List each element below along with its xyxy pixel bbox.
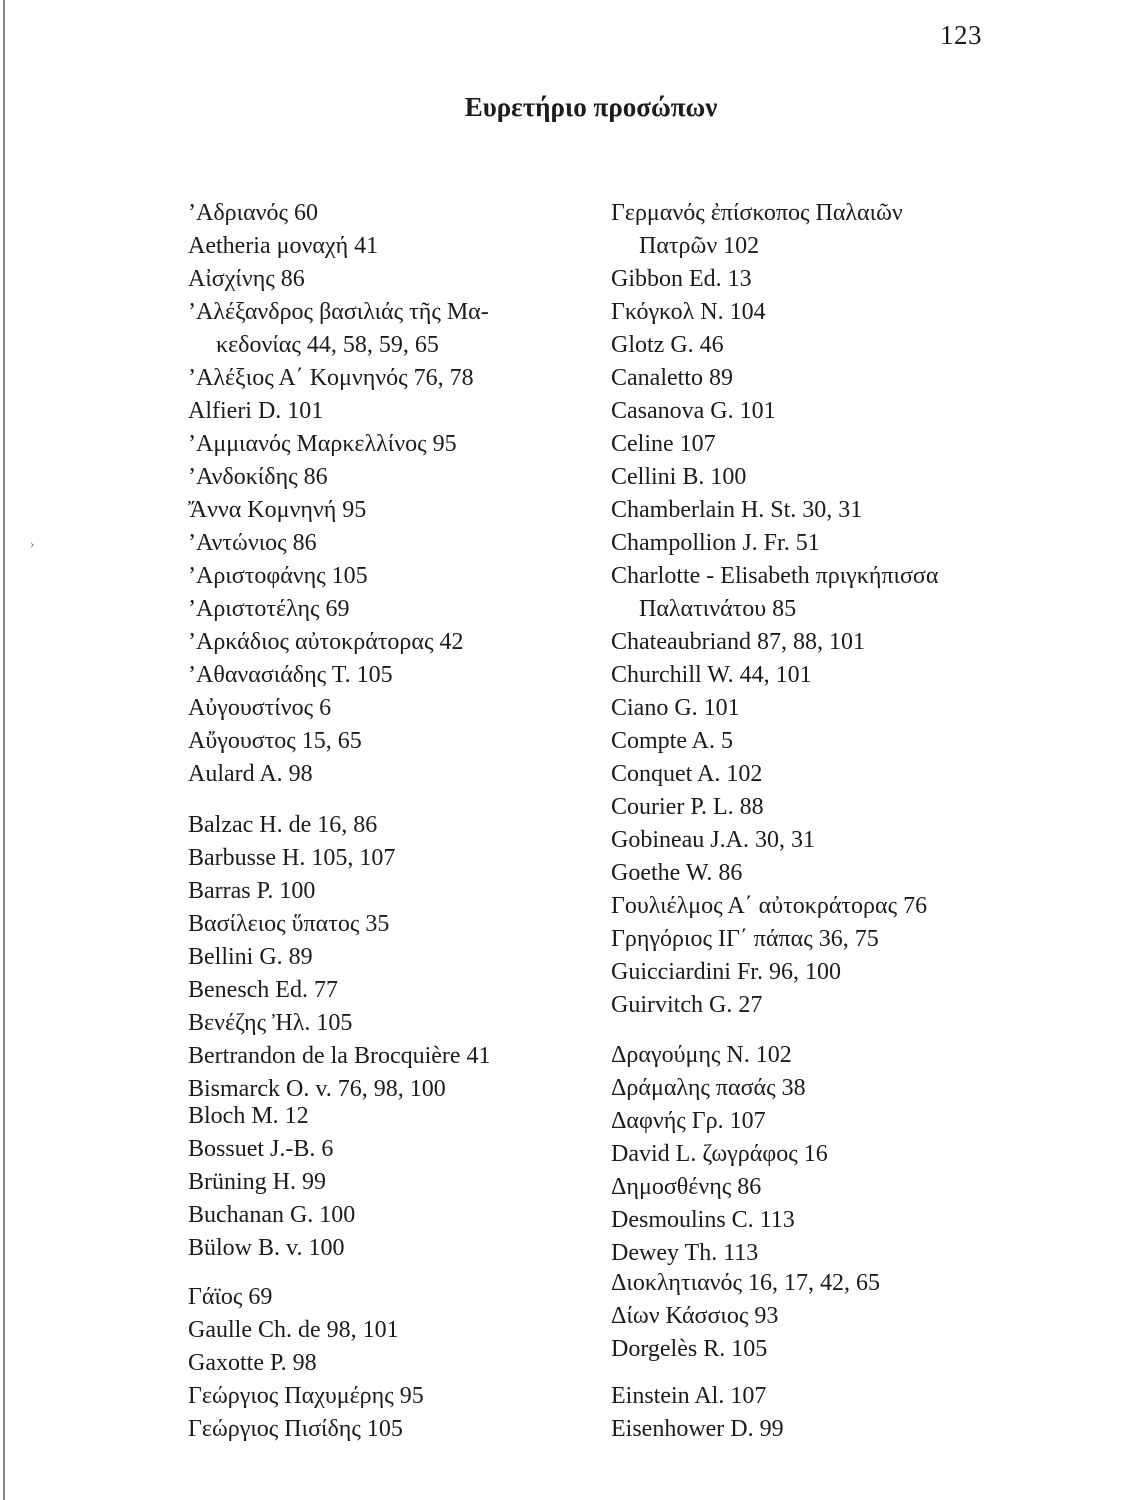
index-entry: Gobineau J.A. 30, 31 bbox=[611, 827, 815, 853]
index-entry: ’Αδριανός 60 bbox=[188, 200, 318, 226]
index-entry: Glotz G. 46 bbox=[611, 332, 724, 358]
index-entry: ’Αριστοτέλης 69 bbox=[188, 596, 350, 622]
index-entry: Δημοσθένης 86 bbox=[611, 1174, 762, 1200]
index-entry-continuation: κεδονίας 44, 58, 59, 65 bbox=[216, 332, 439, 358]
index-entry: Aetheria μοναχή 41 bbox=[188, 233, 379, 259]
index-entry: Alfieri D. 101 bbox=[188, 398, 324, 424]
index-entry: Churchill W. 44, 101 bbox=[611, 662, 812, 688]
margin-mark: › bbox=[30, 536, 35, 551]
index-entry: ’Αμμιανός Μαρκελλίνος 95 bbox=[188, 431, 457, 457]
index-entry: Δαφνής Γρ. 107 bbox=[611, 1108, 766, 1134]
index-entry: ’Αριστοφάνης 105 bbox=[188, 563, 368, 589]
index-entry: Gibbon Ed. 13 bbox=[611, 266, 752, 292]
index-entry: Αὔγουστος 15, 65 bbox=[188, 728, 362, 754]
index-entry: Chateaubriand 87, 88, 101 bbox=[611, 629, 865, 655]
index-entry: ’Ανδοκίδης 86 bbox=[188, 464, 328, 490]
index-entry: Compte A. 5 bbox=[611, 728, 734, 754]
index-entry: ’Αντώνιος 86 bbox=[188, 530, 317, 556]
index-entry: Courier P. L. 88 bbox=[611, 794, 764, 820]
index-entry: Δραγούμης Ν. 102 bbox=[611, 1042, 792, 1068]
index-entry: Gaxotte P. 98 bbox=[188, 1350, 317, 1376]
index-entry: Διοκλητιανός 16, 17, 42, 65 bbox=[611, 1270, 880, 1296]
index-entry: Γρηγόριος ΙΓ΄ πάπας 36, 75 bbox=[611, 926, 879, 952]
index-entry: Balzac H. de 16, 86 bbox=[188, 812, 378, 838]
index-entry: Γεώργιος Παχυμέρης 95 bbox=[188, 1383, 424, 1409]
index-entry-continuation: Παλατινάτου 85 bbox=[639, 596, 797, 622]
index-entry: Βενέζης Ἠλ. 105 bbox=[188, 1010, 353, 1036]
index-entry: Bertrandon de la Brocquière 41 bbox=[188, 1043, 491, 1069]
index-entry: Guirvitch G. 27 bbox=[611, 992, 763, 1018]
index-entry: Bloch M. 12 bbox=[188, 1103, 309, 1129]
index-entry: ’Αθανασιάδης Τ. 105 bbox=[188, 662, 393, 688]
index-entry: Γουλιέλμος Α΄ αὐτοκράτορας 76 bbox=[611, 893, 928, 919]
index-entry: Γκόγκολ Ν. 104 bbox=[611, 299, 766, 325]
index-entry: Bismarck O. v. 76, 98, 100 bbox=[188, 1076, 446, 1102]
index-entry: Δίων Κάσσιος 93 bbox=[611, 1303, 779, 1329]
index-entry: Βασίλειος ὕπατος 35 bbox=[188, 911, 390, 937]
index-entry: Αἰσχίνης 86 bbox=[188, 266, 305, 292]
index-entry: ’Αλέξιος Α΄ Κομνηνός 76, 78 bbox=[188, 365, 474, 391]
page-number: 123 bbox=[940, 20, 982, 50]
index-entry: Aulard A. 98 bbox=[188, 761, 313, 787]
index-entry: Cellini B. 100 bbox=[611, 464, 747, 490]
index-entry: Benesch Ed. 77 bbox=[188, 977, 338, 1003]
index-entry: Γερμανός ἐπίσκοπος Παλαιῶν bbox=[611, 200, 903, 226]
index-entry: Casanova G. 101 bbox=[611, 398, 776, 424]
index-entry: ’Αλέξανδρος βασιλιάς τῆς Μα- bbox=[188, 299, 489, 325]
index-entry: Canaletto 89 bbox=[611, 365, 733, 391]
index-entry: Barbusse H. 105, 107 bbox=[188, 845, 396, 871]
index-entry: ’Αρκάδιος αὐτοκράτορας 42 bbox=[188, 629, 464, 655]
index-entry: Conquet A. 102 bbox=[611, 761, 763, 787]
index-entry: Goethe W. 86 bbox=[611, 860, 743, 886]
index-entry: Charlotte - Elisabeth πριγκήπισσα bbox=[611, 563, 939, 589]
index-entry: Γάϊος 69 bbox=[188, 1284, 273, 1310]
index-entry: Bossuet J.-B. 6 bbox=[188, 1136, 334, 1162]
index-entry: Barras P. 100 bbox=[188, 878, 316, 904]
index-title: Ευρετήριο προσώπων bbox=[464, 92, 718, 122]
index-entry: Ἄννα Κομνηνή 95 bbox=[188, 497, 367, 523]
index-entry: Dorgelès R. 105 bbox=[611, 1336, 768, 1362]
index-entry: Buchanan G. 100 bbox=[188, 1202, 356, 1228]
page-edge-line bbox=[3, 0, 5, 1500]
index-entry: Brüning H. 99 bbox=[188, 1169, 326, 1195]
index-entry: Bellini G. 89 bbox=[188, 944, 313, 970]
index-entry: Celine 107 bbox=[611, 431, 716, 457]
index-entry: Bülow B. v. 100 bbox=[188, 1235, 345, 1261]
index-entry: Gaulle Ch. de 98, 101 bbox=[188, 1317, 399, 1343]
index-entry: Dewey Th. 113 bbox=[611, 1240, 759, 1266]
index-entry: David L. ζωγράφος 16 bbox=[611, 1141, 828, 1167]
index-entry: Desmoulins C. 113 bbox=[611, 1207, 795, 1233]
index-entry: Einstein Al. 107 bbox=[611, 1383, 767, 1409]
index-entry: Αὐγουστίνος 6 bbox=[188, 695, 332, 721]
index-entry: Ciano G. 101 bbox=[611, 695, 740, 721]
index-entry-continuation: Πατρῶν 102 bbox=[639, 233, 760, 259]
index-entry: Δράμαλης πασάς 38 bbox=[611, 1075, 806, 1101]
index-entry: Chamberlain H. St. 30, 31 bbox=[611, 497, 863, 523]
index-entry: Guicciardini Fr. 96, 100 bbox=[611, 959, 841, 985]
index-entry: Γεώργιος Πισίδης 105 bbox=[188, 1416, 403, 1442]
index-entry: Eisenhower D. 99 bbox=[611, 1416, 784, 1442]
index-entry: Champollion J. Fr. 51 bbox=[611, 530, 820, 556]
